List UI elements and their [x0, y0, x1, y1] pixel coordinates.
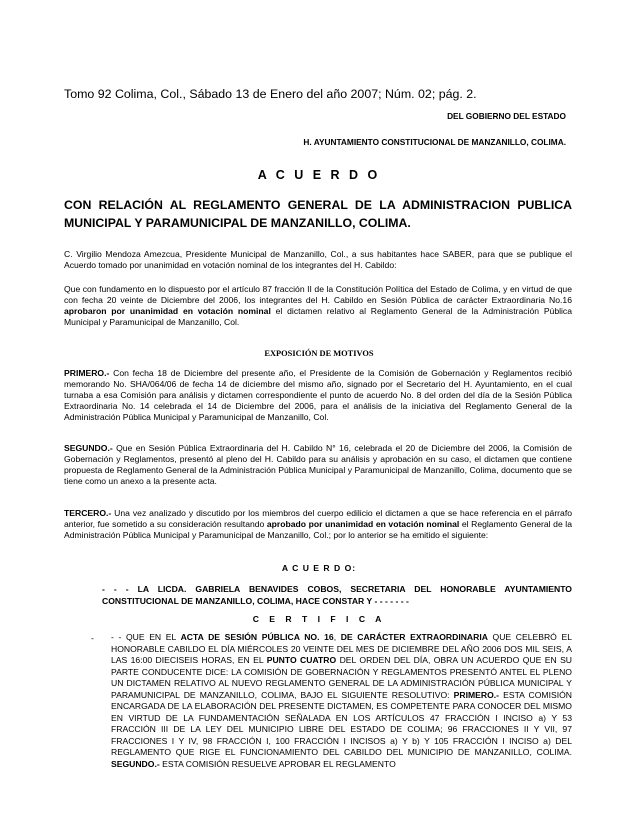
tercero-paragraph	[64, 508, 572, 541]
certifica-bold-5: SEGUNDO.-	[111, 758, 160, 769]
certifica-text-6: ESTA COMISIÓN RESUELVE APROBAR EL REGLAMENTO	[159, 758, 396, 769]
certifica-bold-4: PRIMERO.-	[453, 689, 500, 700]
document-title: CON RELACIÓN AL REGLAMENTO GENERAL DE LA ADMINISTRACION PUBLICA MUNICIPAL Y PARAMUNICIPAL DE MANZANILLO, COLIMA.	[64, 198, 572, 230]
government-header: DEL GOBIERNO DEL ESTADO	[447, 111, 566, 121]
tercero-text: Una vez analizado y discutido por los miembros del cuerpo edilicio el dictamen a que se hace referencia en el párrafo anterior, fue sometido a su consideración resultando	[64, 508, 572, 529]
segundo-paragraph	[64, 443, 572, 487]
publication-line: Tomo 92 Colima, Col., Sábado 13 de Enero del año 2007; Núm. 02; pág. 2.	[64, 87, 477, 101]
acuerdo-secondary-heading: A C U E R D O:	[281, 563, 357, 573]
tercero-text-end: el Reglamento General de la Administración Pública Municipal y Paramunicipal de Manzanillo, Col.; por lo anterior se ha emitido el siguiente:	[64, 519, 572, 540]
certifica-text-5: ESTA COMISIÓN ENCARGADA DE LA ELABORACIÓN DEL PRESENTE DICTAMEN, ES COMPETENTE PARA CONOCER DEL MISMO EN VIRTUD DE LA FUNDAMENTACIÓN SEÑALADA EN LOS ARTÍCULOS 47 FRACCIÓN I INCISO a) Y 53 FRACCIÓN III DE LA LEY DEL MUNICIPIO LIBRE DEL ESTADO DE COLIMA; 96 FRACCIONES II Y VII, 97 FRACCIONES I Y IV, 98 FRACCIÓN I, 100 FRACCIÓN I INCISOS a) Y b) Y 105 FRACCIÓN I INCISO a) DEL REGLAMENTO QUE RIGE EL FUNCIONAMIENTO DEL CABILDO DEL MUNICIPIO DE MANZANILLO, COLIMA.	[111, 689, 572, 757]
secretaria-statement: - - - LA LICDA. GABRIELA BENAVIDES COBOS, SECRETARIA DEL HONORABLE AYUNTAMIENTO CONSTITUCIONAL DE MANZANILLO, COLIMA, HACE CONSTAR Y - - - - - - -	[102, 584, 572, 606]
exposicion-heading: EXPOSICIÓN DE MOTIVOS	[264, 349, 374, 358]
tercero-label: TERCERO.-	[64, 508, 112, 518]
certifica-text-3: QUE CELEBRÓ EL HONORABLE CABILDO EL DÍA MIÉRCOLES 20 VEINTE DEL MES DE DICIEMBRE DEL AÑO 2006 DOS MIL SEIS, A LAS 16:00 DIECISEIS HORAS, EN EL	[111, 632, 572, 665]
certifica-text-1: - - QUE EN EL	[111, 632, 181, 642]
certifica-text-2: ,	[333, 632, 341, 642]
certifica-bold-2: DE CARÁCTER EXTRAORDINARIA	[340, 632, 488, 642]
certifica-text-4: DEL ORDEN DEL DÍA, OBRA UN ACUERDO QUE EN SU PARTE CONDUCENTE DICE: LA COMISIÓN DE GOBERNACIÓN Y REGLAMENTOS PRESENTÓ ANTEL EL PLENO UN DICTAMEN RELATIVO AL NUEVO REGLAMENTO GENERAL DE LA ADMINISTRACIÓN PÚBLICA MUNICIPAL Y PARAMUNICIPAL DE MANZANILLO, COLIMA, BAJO EL SIGUIENTE RESOLUTIVO:	[111, 655, 573, 700]
primero-text: Con fecha 18 de Diciembre del presente año, el Presidente de la Comisión de Gobernación y Reglamentos recibió memorando No. SHA/064/06 de fecha 14 de diciembre del mismo año, signado por el Secretario del H. Ayuntamiento, en el cual turnaba a esa Comisión para análisis y dictamen correspondiente el punto de acuerdo No. 8 del orden del día de la Sesión Pública Extraordinaria No. 14 celebrada el 14 de Diciembre del 2006, para el análisis de la iniciativa del Reglamento General de la Administración Pública Municipal y Paramunicipal de Manzanillo, Col.	[64, 368, 572, 422]
certifica-bold-1: ACTA DE SESIÓN PÚBLICA NO. 16	[180, 632, 334, 642]
intro-paragraph: C. Virgilio Mendoza Amezcua, Presidente Municipal de Manzanillo, Col., a sus habitantes hace SABER, para que se publique el Acuerdo tomado por unanimidad en votación nominal de los integrantes del H. Cabildo:	[64, 249, 572, 270]
segundo-label: SEGUNDO.-	[64, 443, 113, 453]
fundamento-bold: aprobaron por unanimidad en votación nominal	[64, 306, 271, 316]
fundamento-text-end: el dictamen relativo al Reglamento General de la Administración Pública Municipal y Paramunicipal de Manzanillo, Col.	[64, 306, 572, 327]
fundamento-text: Que con fundamento en lo dispuesto por el artículo 87 fracción II de la Constitución Política del Estado de Colima, y en virtud de que con fecha 20 veinte de Diciembre del 2006, los integrantes del H. Cabildo en Sesión Pública de carácter Extraordinaria No.16	[64, 284, 572, 305]
certifica-heading: C E R T I F I C A	[252, 614, 386, 624]
fundamento-paragraph	[64, 284, 572, 328]
certifica-paragraph	[111, 632, 572, 770]
ayuntamiento-header: H. AYUNTAMIENTO CONSTITUCIONAL DE MANZANILLO, COLIMA.	[303, 137, 566, 147]
primero-paragraph	[64, 368, 572, 423]
tercero-bold: aprobado por unanimidad en votación nominal	[266, 519, 460, 529]
acuerdo-heading: A C U E R D O	[257, 168, 381, 182]
segundo-text: Que en Sesión Pública Extraordinaria del H. Cabildo N° 16, celebrada el 20 de Diciembre del 2006, la Comisión de Gobernación y Reglamentos, presentó al pleno del H. Cabildo para su análisis y aprobación en su caso, el dictamen que contiene propuesta de Reglamento General de la Administración Pública Municipal y Paramunicipal de Manzanillo, Colima, documento que se tiene como un anexo a la presente acta.	[64, 443, 572, 486]
certifica-bold-3: PUNTO CUATRO	[266, 655, 337, 665]
certifica-dash: -	[91, 633, 94, 643]
primero-label: PRIMERO.-	[64, 368, 110, 378]
